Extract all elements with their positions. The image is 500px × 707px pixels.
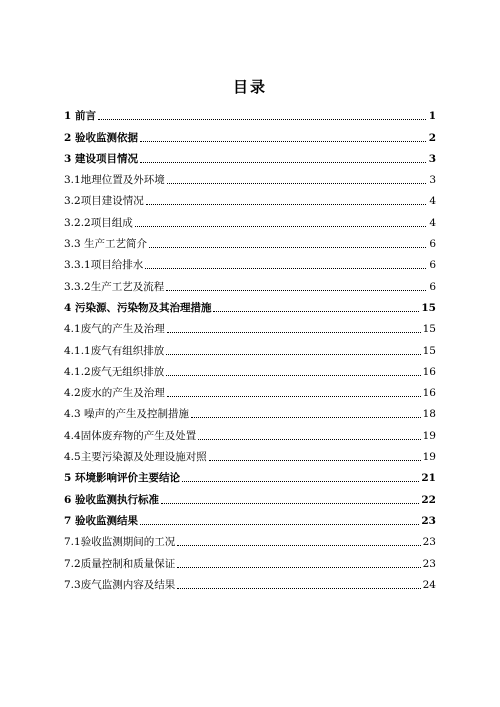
toc-entry-page-number: 22 (421, 493, 436, 506)
toc-dot-leader (209, 460, 421, 461)
toc-entry[interactable] (64, 442, 436, 463)
toc-entry-page-number: 4 (429, 195, 436, 208)
toc-entry[interactable] (64, 463, 436, 484)
toc-entry-label: 7.2质量控制和质量保证 (64, 557, 176, 570)
toc-entry-page-number: 23 (422, 557, 436, 570)
toc-dot-leader (166, 354, 420, 355)
toc-dot-leader (149, 247, 426, 248)
toc-dot-leader (140, 524, 419, 525)
toc-entry-label: 3.3 生产工艺简介 (64, 238, 148, 251)
toc-entry-label: 2 验收监测依据 (64, 131, 138, 144)
toc-dot-leader (167, 396, 421, 397)
toc-entry-label: 3 建设项目情况 (64, 152, 138, 165)
toc-entry-page-number: 2 (428, 131, 436, 144)
toc-entry-label: 7.1验收监测期间的工况 (64, 536, 176, 549)
toc-entry[interactable] (64, 293, 436, 314)
toc-entry-page-number: 15 (422, 344, 436, 357)
toc-entry[interactable] (64, 165, 436, 186)
toc-entry-label: 7.3废气监测内容及结果 (64, 578, 176, 591)
toc-dot-leader (191, 417, 421, 418)
toc-entry-page-number: 23 (422, 536, 436, 549)
toc-entry-label: 6 验收监测执行标准 (64, 493, 159, 506)
toc-entry-label: 4.1.2废气无组织排放 (64, 365, 165, 378)
toc-dot-leader (182, 481, 419, 482)
toc-entry-label: 7 验收监测结果 (64, 514, 138, 527)
toc-dot-leader (167, 332, 421, 333)
toc-entry-page-number: 24 (422, 578, 436, 591)
toc-entry[interactable] (64, 399, 436, 420)
page-title: 目录 (232, 78, 267, 96)
toc-entry-label: 4.1废气的产生及治理 (64, 323, 165, 336)
toc-dot-leader (198, 439, 420, 440)
toc-entry-label: 4.4固体废弃物的产生及处置 (64, 429, 197, 442)
toc-dot-leader (177, 545, 420, 546)
toc-entry-label: 4 污染源、污染物及其治理措施 (64, 301, 212, 314)
toc-dot-leader (98, 119, 426, 120)
toc-entry-page-number: 21 (421, 472, 436, 485)
toc-entry[interactable] (64, 527, 436, 548)
toc-entry[interactable] (64, 420, 436, 441)
toc-entry-label: 4.3 噪声的产生及控制措施 (64, 408, 190, 421)
toc-entry-label: 3.1地理位置及外环境 (64, 174, 165, 187)
toc-entry[interactable] (64, 207, 436, 228)
toc-entry-label: 3.2项目建设情况 (64, 195, 144, 208)
toc-entry[interactable] (64, 548, 436, 569)
toc-dot-leader (140, 162, 426, 163)
toc-entry[interactable] (64, 314, 436, 335)
toc-entry-page-number: 6 (429, 280, 436, 293)
toc-entry-page-number: 3 (429, 174, 436, 187)
toc-entry-page-number: 6 (429, 238, 436, 251)
toc-entry[interactable] (64, 271, 436, 292)
toc-entry-label: 4.2废水的产生及治理 (64, 387, 165, 400)
toc-entry-page-number: 15 (421, 301, 436, 314)
toc-entry[interactable] (64, 506, 436, 527)
toc-entry[interactable] (64, 101, 436, 122)
toc-entry[interactable] (64, 357, 436, 378)
toc-entry-label: 3.3.2生产工艺及流程 (64, 280, 165, 293)
toc-dot-leader (177, 567, 420, 568)
toc-entry[interactable] (64, 229, 436, 250)
toc-entry-page-number: 18 (422, 408, 436, 421)
toc-entry-page-number: 15 (422, 323, 436, 336)
toc-dot-leader (166, 375, 420, 376)
toc-entry-page-number: 6 (429, 259, 436, 272)
toc-entry-page-number: 4 (429, 216, 436, 229)
toc-entry[interactable] (64, 186, 436, 207)
toc-entry[interactable] (64, 570, 436, 591)
toc-entry[interactable] (64, 122, 436, 143)
toc-entry-page-number: 3 (428, 152, 436, 165)
toc-entry-label: 4.1.1废气有组织排放 (64, 344, 165, 357)
toc-entry[interactable] (64, 484, 436, 505)
toc-entry-page-number: 23 (421, 514, 436, 527)
toc-dot-leader (140, 141, 426, 142)
toc-dot-leader (135, 226, 426, 227)
toc-entry-label: 4.5主要污染源及处理设施对照 (64, 451, 207, 464)
toc-entry-page-number: 19 (422, 429, 436, 442)
table-of-contents (64, 101, 436, 591)
toc-dot-leader (166, 290, 426, 291)
toc-entry-page-number: 16 (422, 387, 436, 400)
toc-entry-label: 3.2.2项目组成 (64, 216, 133, 229)
toc-entry-page-number: 19 (422, 451, 436, 464)
toc-dot-leader (177, 588, 420, 589)
toc-entry[interactable] (64, 335, 436, 356)
toc-entry[interactable] (64, 250, 436, 271)
toc-entry-page-number: 16 (422, 365, 436, 378)
toc-dot-leader (167, 183, 426, 184)
toc-entry-label: 3.3.1项目给排水 (64, 259, 144, 272)
toc-entry[interactable] (64, 378, 436, 399)
toc-dot-leader (145, 268, 426, 269)
toc-entry-page-number: 1 (428, 110, 436, 123)
toc-dot-leader (146, 204, 426, 205)
toc-entry-label: 5 环境影响评价主要结论 (64, 472, 180, 485)
toc-dot-leader (161, 503, 419, 504)
toc-entry-label: 1 前言 (64, 110, 96, 123)
toc-entry[interactable] (64, 144, 436, 165)
toc-dot-leader (213, 311, 419, 312)
